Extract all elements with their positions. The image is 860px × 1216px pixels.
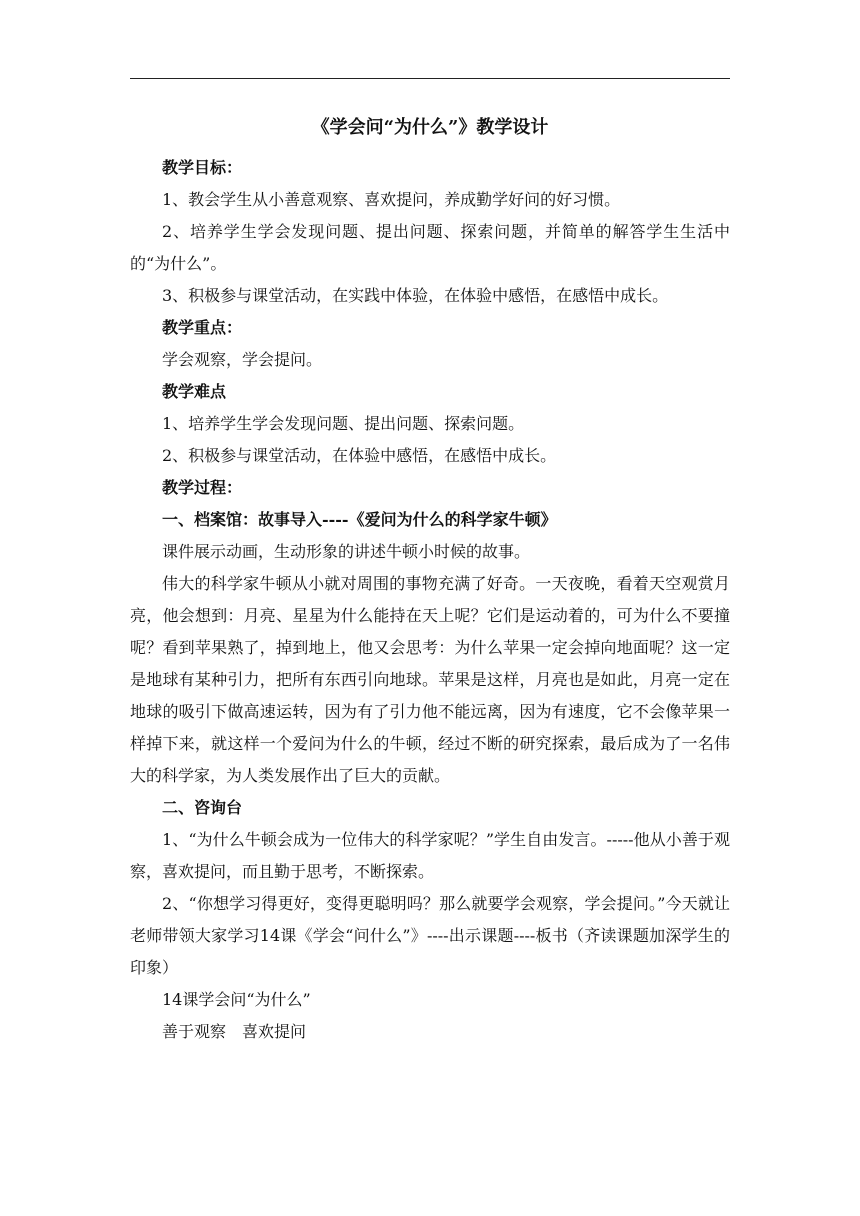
section-heading: 教学重点： — [162, 318, 243, 337]
paragraph: 善于观察 喜欢提问 — [162, 1022, 307, 1041]
document-body — [130, 112, 730, 1048]
paragraph: 课件展示动画，生动形象的讲述牛顿小时候的故事。 — [162, 542, 531, 561]
paragraph: 2、培养学生学会发现问题、提出问题、探索问题，并简单的解答学生生活中的“为什么”。 — [130, 222, 730, 273]
paragraph: 伟大的科学家牛顿从小就对周围的事物充满了好奇。一天夜晚，看着天空观赏月亮，他会想到：月亮、星星为什么能持在天上呢？它们是运动着的，可为什么不要撞呢？看到苹果熟了，掉到地上，他又会思考：为什么苹果一定会掉向地面呢？这一定是地球有某种引力，把所有东西引向地球。苹果是这样，月亮也是如此，月亮一定在地球的吸引下做高速运转，因为有了引力他不能远离，因为有速度，它不会像苹果一样掉下来，就这样一个爱问为什么的牛顿，经过不断的研究探索，最后成为了一名伟大的科学家，为人类发展作出了巨大的贡献。 — [130, 574, 730, 785]
paragraph: 1、培养学生学会发现问题、提出问题、探索问题。 — [162, 414, 525, 433]
section-heading: 教学目标： — [162, 158, 243, 177]
header-rule — [130, 78, 730, 79]
paragraph: 1、教会学生从小善意观察、喜欢提问，养成勤学好问的好习惯。 — [162, 190, 621, 209]
document-title: 《学会问“为什么”》教学设计 — [311, 117, 549, 138]
paragraph: 2、积极参与课堂活动，在体验中感悟，在感悟中成长。 — [162, 446, 557, 465]
section-heading: 教学过程： — [162, 478, 243, 497]
paragraph-list — [130, 152, 730, 1048]
paragraph: 3、积极参与课堂活动，在实践中体验，在体验中感悟，在感悟中成长。 — [162, 286, 669, 305]
section-heading: 一、档案馆：故事导入----《爱问为什么的科学家牛顿》 — [162, 510, 557, 529]
paragraph: 14课学会问“为什么” — [162, 990, 311, 1009]
section-heading: 二、咨询台 — [162, 798, 243, 817]
paragraph: 学会观察，学会提问。 — [162, 350, 323, 369]
section-heading: 教学难点 — [162, 382, 227, 401]
paragraph: 2、“你想学习得更好，变得更聪明吗？那么就要学会观察，学会提问。”今天就让老师带领大家学习14课《学会“问什么”》----出示课题----板书（齐读课题加深学生的印象） — [130, 894, 730, 977]
paragraph: 1、“为什么牛顿会成为一位伟大的科学家呢？”学生自由发言。-----他从小善于观察，喜欢提问，而且勤于思考，不断探索。 — [130, 830, 730, 881]
